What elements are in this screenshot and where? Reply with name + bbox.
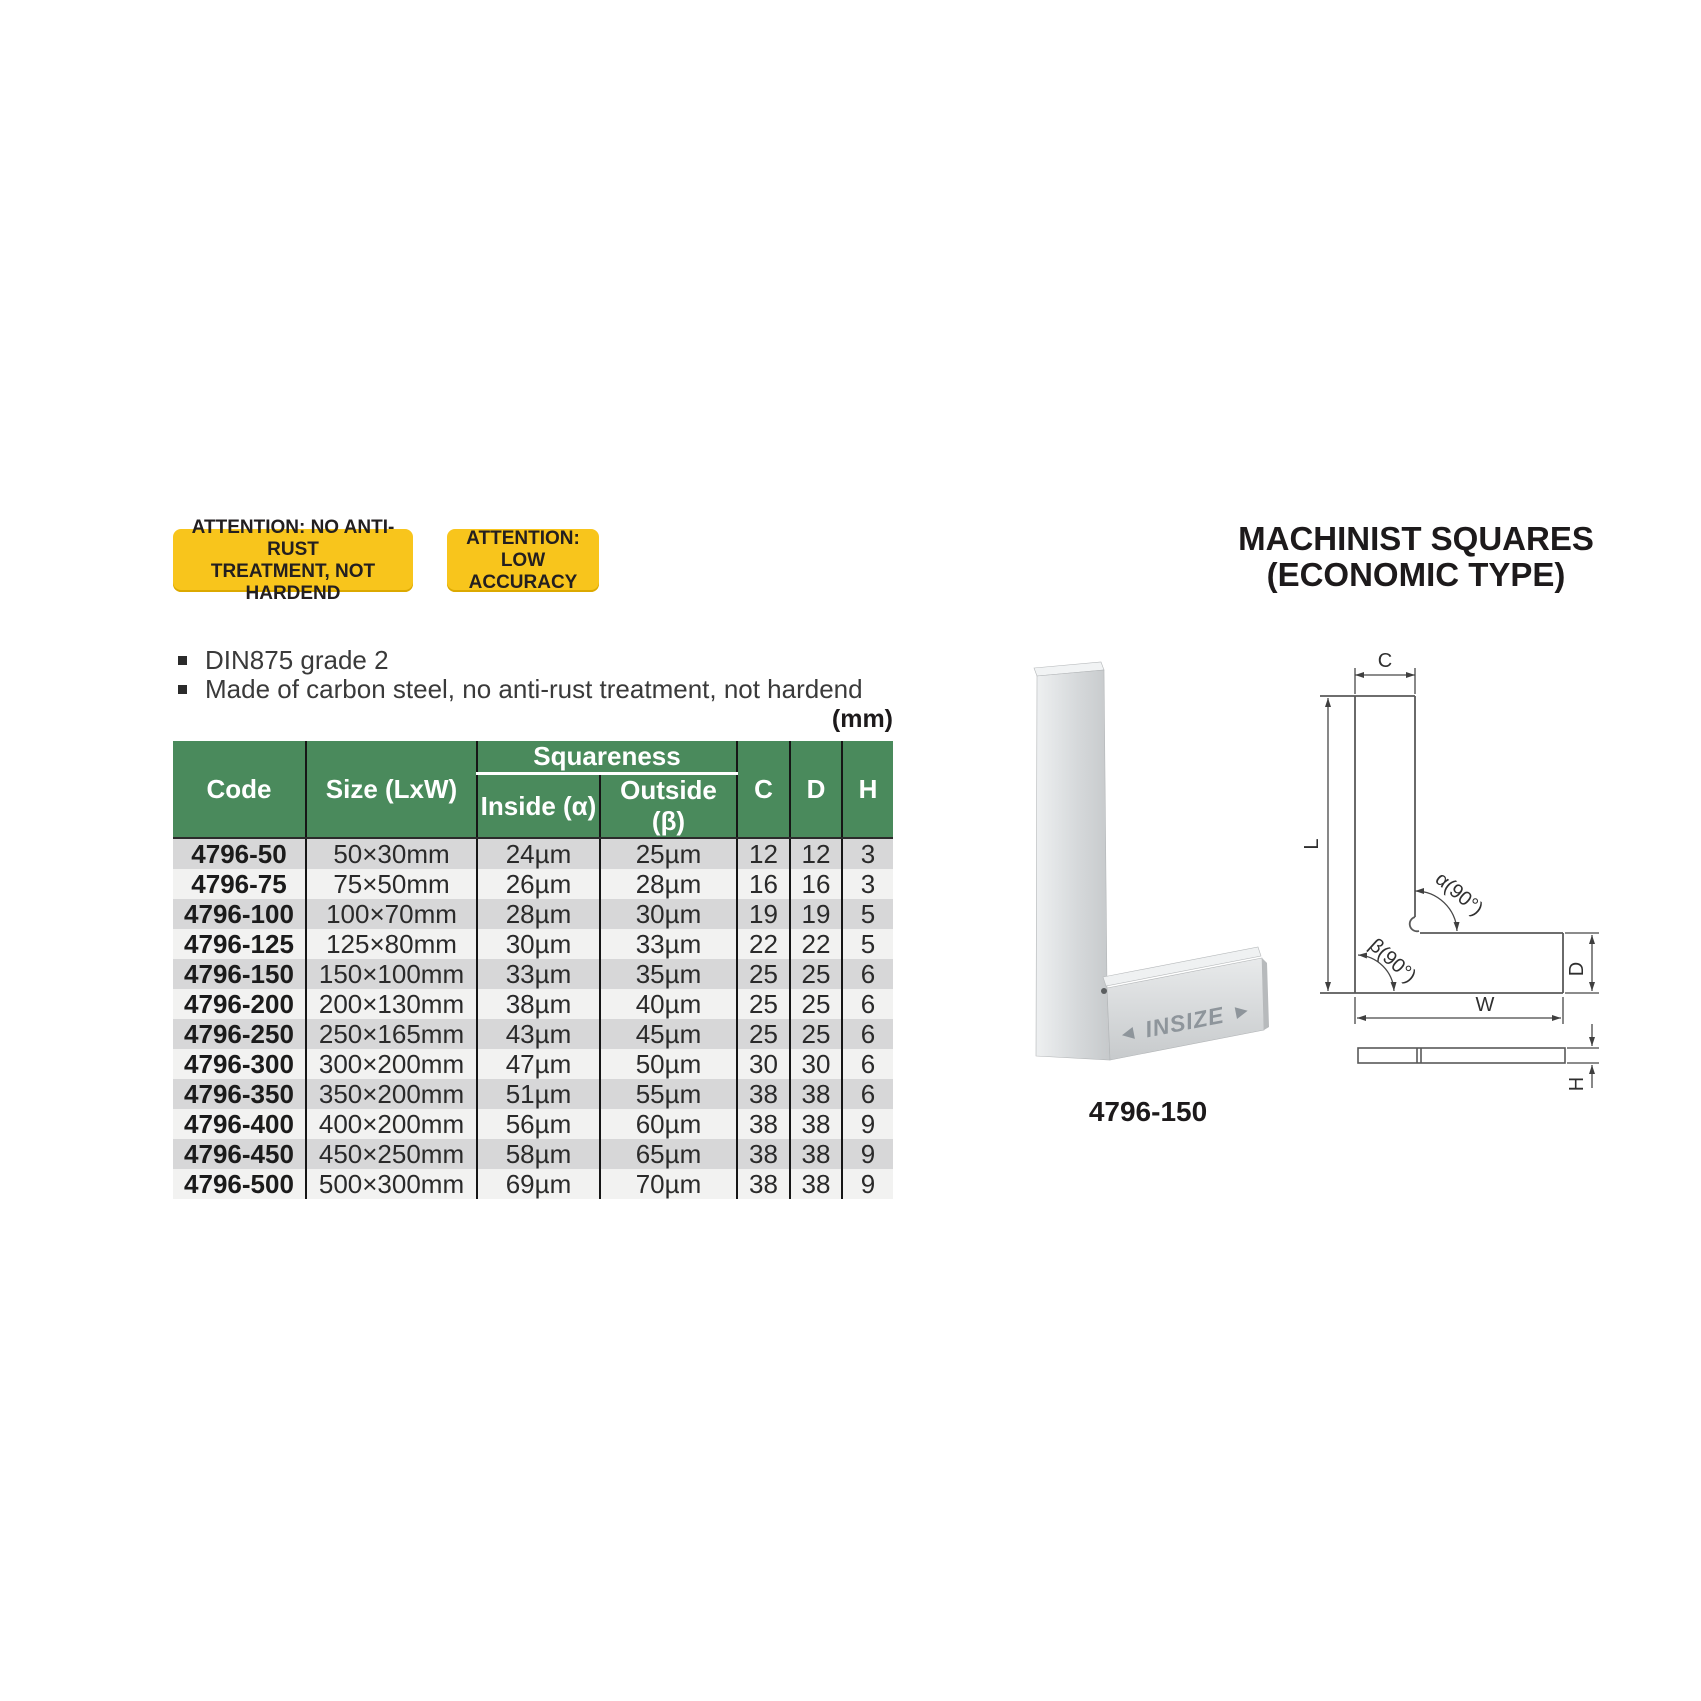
bullet-square-icon bbox=[178, 685, 187, 694]
relief-notch bbox=[1410, 917, 1419, 931]
cell-outside: 55µm bbox=[600, 1079, 737, 1109]
brand-logo-text: INSIZE bbox=[1142, 1001, 1227, 1043]
cell-d: 38 bbox=[790, 1079, 842, 1109]
cell-c: 38 bbox=[737, 1079, 790, 1109]
cell-outside: 60µm bbox=[600, 1109, 737, 1139]
cell-d: 25 bbox=[790, 959, 842, 989]
cell-size: 50×30mm bbox=[306, 838, 477, 869]
cell-d: 38 bbox=[790, 1169, 842, 1199]
cell-size: 300×200mm bbox=[306, 1049, 477, 1079]
cell-code: 4796-100 bbox=[184, 899, 294, 929]
col-header-outside: Outside (β) bbox=[600, 774, 737, 839]
cell-h: 6 bbox=[842, 1019, 893, 1049]
technical-drawing bbox=[1300, 640, 1620, 1110]
spec-table-head bbox=[173, 741, 893, 838]
cell-inside: 43µm bbox=[477, 1019, 600, 1049]
square-outline bbox=[1320, 696, 1563, 993]
cell-c: 38 bbox=[737, 1109, 790, 1139]
table-row bbox=[173, 869, 893, 899]
spec-table-body bbox=[173, 838, 893, 1199]
cell-code: 4796-125 bbox=[184, 929, 294, 959]
table-row bbox=[173, 1079, 893, 1109]
cell-c: 25 bbox=[737, 1019, 790, 1049]
page-title-line2: (ECONOMIC TYPE) bbox=[1266, 556, 1566, 593]
cell-outside: 50µm bbox=[600, 1049, 737, 1079]
cell-d: 25 bbox=[790, 1019, 842, 1049]
cell-outside: 35µm bbox=[600, 959, 737, 989]
cell-h: 9 bbox=[842, 1109, 893, 1139]
cell-c: 12 bbox=[737, 838, 790, 869]
table-row bbox=[173, 1169, 893, 1199]
cell-c: 38 bbox=[737, 1169, 790, 1199]
cell-c: 22 bbox=[737, 929, 790, 959]
table-row bbox=[173, 838, 893, 869]
page-title-line1: MACHINIST SQUARES bbox=[1238, 520, 1594, 557]
cell-size: 450×250mm bbox=[306, 1139, 477, 1169]
cell-h: 5 bbox=[842, 899, 893, 929]
dim-label-d: D bbox=[1566, 961, 1588, 977]
col-header-code: Code bbox=[173, 741, 306, 838]
cell-h: 6 bbox=[842, 1049, 893, 1079]
cell-h: 5 bbox=[842, 929, 893, 959]
cell-inside: 51µm bbox=[477, 1079, 600, 1109]
cell-outside: 65µm bbox=[600, 1139, 737, 1169]
table-row bbox=[173, 959, 893, 989]
table-row bbox=[173, 989, 893, 1019]
dim-label-w: W bbox=[1475, 994, 1495, 1016]
cell-size: 350×200mm bbox=[306, 1079, 477, 1109]
dimension-labels bbox=[1301, 650, 1588, 1091]
cell-d: 30 bbox=[790, 1049, 842, 1079]
cell-code: 4796-75 bbox=[191, 869, 287, 899]
page-title bbox=[1230, 521, 1602, 593]
cell-inside: 24µm bbox=[477, 838, 600, 869]
cell-d: 12 bbox=[790, 838, 842, 869]
badge-line: ATTENTION: bbox=[466, 527, 580, 549]
angle-label-beta: β(90°) bbox=[1364, 934, 1421, 988]
cell-inside: 26µm bbox=[477, 869, 600, 899]
product-model-label: 4796-150 bbox=[1088, 1096, 1208, 1127]
table-row bbox=[173, 1049, 893, 1079]
cell-inside: 56µm bbox=[477, 1109, 600, 1139]
cell-h: 6 bbox=[842, 1079, 893, 1109]
attention-badge-antirust bbox=[173, 516, 413, 604]
cell-d: 16 bbox=[790, 869, 842, 899]
cell-outside: 33µm bbox=[600, 929, 737, 959]
corner-relief-notch bbox=[1101, 988, 1107, 994]
square-photo-shape bbox=[1034, 662, 1269, 1060]
cell-inside: 33µm bbox=[477, 959, 600, 989]
cell-outside: 28µm bbox=[600, 869, 737, 899]
col-header-h: H bbox=[842, 741, 893, 838]
dim-label-l: L bbox=[1301, 838, 1323, 850]
table-row bbox=[173, 899, 893, 929]
table-row bbox=[173, 1139, 893, 1169]
cell-size: 400×200mm bbox=[306, 1109, 477, 1139]
cell-d: 38 bbox=[790, 1139, 842, 1169]
cell-size: 75×50mm bbox=[306, 869, 477, 899]
table-row bbox=[173, 929, 893, 959]
cell-size: 125×80mm bbox=[306, 929, 477, 959]
cell-inside: 58µm bbox=[477, 1139, 600, 1169]
badge-line: LOW ACCURACY bbox=[468, 549, 578, 593]
cell-code: 4796-200 bbox=[184, 989, 294, 1019]
col-header-squareness: Squareness bbox=[477, 741, 737, 774]
table-row bbox=[173, 1109, 893, 1139]
bullet-square-icon bbox=[178, 656, 187, 665]
cell-code: 4796-250 bbox=[184, 1019, 294, 1049]
spec-table bbox=[173, 741, 893, 1199]
cell-size: 150×100mm bbox=[306, 959, 477, 989]
cell-outside: 25µm bbox=[600, 838, 737, 869]
cell-code: 4796-350 bbox=[184, 1079, 294, 1109]
cell-code: 4796-450 bbox=[184, 1139, 294, 1169]
cell-outside: 30µm bbox=[600, 899, 737, 929]
feature-list bbox=[178, 646, 863, 704]
feature-item bbox=[178, 646, 863, 675]
cell-d: 38 bbox=[790, 1109, 842, 1139]
cell-d: 25 bbox=[790, 989, 842, 1019]
cell-inside: 30µm bbox=[477, 929, 600, 959]
attention-badge-accuracy bbox=[447, 529, 599, 592]
cell-h: 3 bbox=[842, 869, 893, 899]
cell-c: 19 bbox=[737, 899, 790, 929]
dim-label-h: H bbox=[1566, 1076, 1588, 1092]
cell-c: 25 bbox=[737, 959, 790, 989]
cell-outside: 45µm bbox=[600, 1019, 737, 1049]
dimension-lines bbox=[1328, 668, 1599, 1088]
col-header-c: C bbox=[737, 741, 790, 838]
cell-h: 9 bbox=[842, 1139, 893, 1169]
cell-d: 22 bbox=[790, 929, 842, 959]
cell-inside: 28µm bbox=[477, 899, 600, 929]
col-header-d: D bbox=[790, 741, 842, 838]
product-photo bbox=[1020, 650, 1280, 1070]
feature-item bbox=[178, 675, 863, 704]
feature-text: Made of carbon steel, no anti-rust treatment, not hardend bbox=[205, 674, 863, 704]
cell-c: 16 bbox=[737, 869, 790, 899]
cell-size: 500×300mm bbox=[306, 1169, 477, 1199]
unit-note: (mm) bbox=[831, 705, 893, 733]
cell-h: 6 bbox=[842, 959, 893, 989]
col-header-inside: Inside (α) bbox=[477, 774, 600, 839]
cell-h: 3 bbox=[842, 838, 893, 869]
badge-line: TREATMENT, NOT HARDEND bbox=[210, 560, 376, 604]
cell-inside: 47µm bbox=[477, 1049, 600, 1079]
cell-code: 4796-300 bbox=[184, 1049, 294, 1079]
cell-inside: 69µm bbox=[477, 1169, 600, 1199]
table-row bbox=[173, 1019, 893, 1049]
cell-inside: 38µm bbox=[477, 989, 600, 1019]
cell-outside: 70µm bbox=[600, 1169, 737, 1199]
cell-code: 4796-500 bbox=[184, 1169, 294, 1199]
dim-label-c: C bbox=[1377, 650, 1393, 672]
badge-line: ATTENTION: NO ANTI-RUST bbox=[191, 516, 395, 560]
cell-d: 19 bbox=[790, 899, 842, 929]
cell-h: 6 bbox=[842, 989, 893, 1019]
cell-size: 250×165mm bbox=[306, 1019, 477, 1049]
cell-c: 38 bbox=[737, 1139, 790, 1169]
cell-size: 200×130mm bbox=[306, 989, 477, 1019]
cell-c: 25 bbox=[737, 989, 790, 1019]
cell-code: 4796-150 bbox=[184, 959, 294, 989]
side-view bbox=[1358, 1048, 1565, 1063]
col-header-size: Size (LxW) bbox=[306, 741, 477, 838]
cell-code: 4796-50 bbox=[191, 839, 287, 869]
cell-c: 30 bbox=[737, 1049, 790, 1079]
cell-outside: 40µm bbox=[600, 989, 737, 1019]
angle-label-alpha: α(90°) bbox=[1430, 867, 1488, 921]
feature-text: DIN875 grade 2 bbox=[205, 645, 389, 675]
cell-h: 9 bbox=[842, 1169, 893, 1199]
cell-code: 4796-400 bbox=[184, 1109, 294, 1139]
cell-size: 100×70mm bbox=[306, 899, 477, 929]
